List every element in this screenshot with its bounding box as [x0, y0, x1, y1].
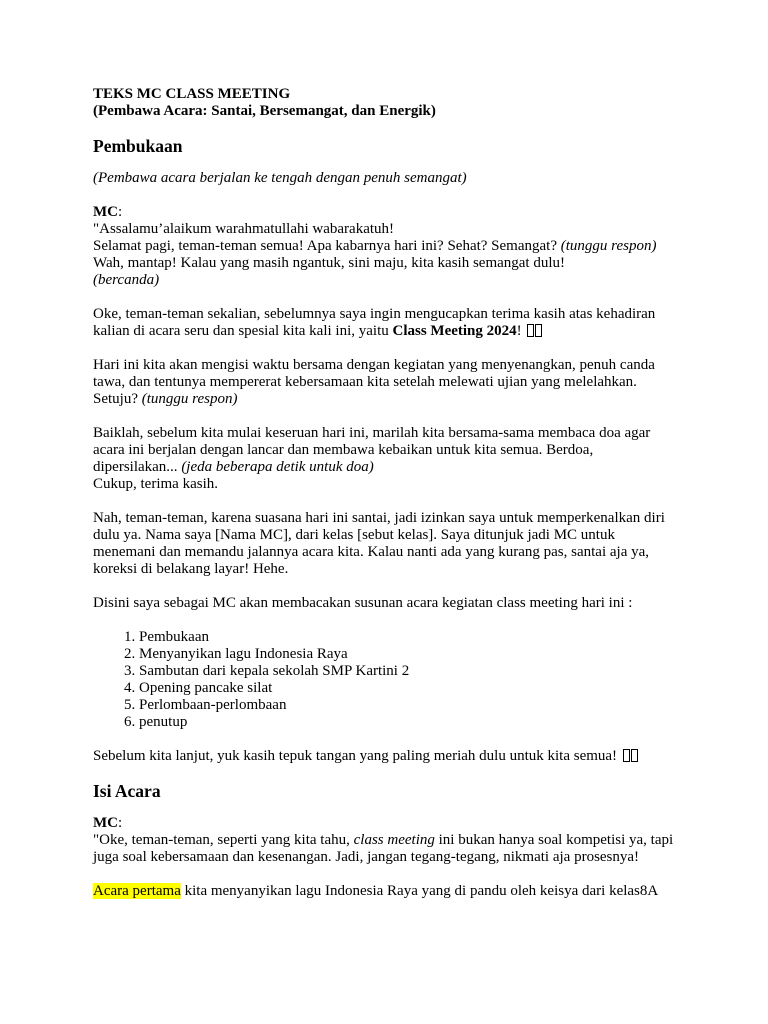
stage-direction: (Pembawa acara berjalan ke tengah dengan penuh semangat) — [93, 170, 467, 186]
prayer-direction: (jeda beberapa detik untuk doa) — [181, 459, 374, 475]
class-meeting-text: "Oke, teman-teman, seperti yang kita tahu, — [93, 832, 354, 848]
thanks-end: ! — [516, 323, 522, 339]
document-subtitle: (Pembawa Acara: Santai, Bersemangat, dan Energik) — [93, 103, 436, 119]
mc-colon: : — [118, 204, 123, 220]
list-item: 2. Menyanyikan lagu Indonesia Raya — [139, 646, 674, 663]
list-item: 4. Opening pancake silat — [139, 680, 674, 697]
highlighted-text: Acara pertama — [93, 883, 181, 899]
class-meeting-text-2: ini bukan hanya soal kompetisi ya, tapi juga soal kebersamaan dan kesenangan. Jadi, jangan tegang-tegang, nikmati aja prosesnya! — [93, 832, 674, 865]
mc-label: MC — [93, 204, 118, 220]
section-heading-pembukaan: Pembukaan — [93, 136, 183, 156]
activities-text: Hari ini kita akan mengisi waktu bersama dengan kegiatan yang menyenangkan, penuh canda tawa, dan tentunya mempererat kebersamaan kita setelah melewati ujian yang melelahkan. Setuju? — [93, 357, 655, 407]
list-item: 1. Pembukaan — [139, 629, 674, 646]
paragraph-introduction: Nah, teman-teman, karena suasana hari ini santai, jadi izinkan saya untuk memperkenalkan diri dulu ya. Nama saya [Nama MC], dari kelas [sebut kelas]. Saya ditunjuk jadi MC untuk menemani dan memandu jalannya acara kita. Kalau nanti ada yang kurang pas, santai aja ya, koreksi di belakang layar! Hehe. — [93, 510, 665, 577]
speaker-label — [93, 204, 674, 221]
prayer-end: Cukup, terima kasih. — [93, 476, 218, 492]
list-item: 3. Sambutan dari kepala sekolah SMP Kartini 2 — [139, 663, 674, 680]
list-item: 6. penutup — [139, 714, 674, 731]
paragraph-class-meeting — [93, 832, 674, 866]
greeting-direction: (tunggu respon) — [560, 238, 657, 254]
paragraph-first-event — [93, 883, 674, 900]
speaker-label — [93, 815, 674, 832]
paragraph-agenda-intro: Disini saya sebagai MC akan membacakan susunan acara kegiatan class meeting hari ini : — [93, 595, 633, 611]
mc-label: MC — [93, 815, 118, 831]
document-title-block — [93, 86, 674, 120]
activities-direction: (tunggu respon) — [141, 391, 238, 407]
list-item: 5. Perlombaan-perlombaan — [139, 697, 674, 714]
applause-text: Sebelum kita lanjut, yuk kasih tepuk tangan yang paling meriah dulu untuk kita semua! — [93, 748, 618, 764]
section-heading-isi-acara: Isi Acara — [93, 781, 161, 801]
greeting-paragraph — [93, 238, 674, 289]
paragraph-activities — [93, 357, 674, 408]
document-title: TEKS MC CLASS MEETING — [93, 86, 291, 102]
prayer-text: Baiklah, sebelum kita mulai keseruan hari ini, marilah kita bersama-sama membaca doa agar acara ini berjalan dengan lancar dan membawa kebaikan untuk kita semua. Berdoa, dipersilakan... — [93, 425, 651, 475]
greeting-salam: "Assalamu’alaikum warahmatullahi wabarakatuh! — [93, 221, 395, 237]
greeting-text-2: Wah, mantap! Kalau yang masih ngantuk, sini maju, kita kasih semangat dulu! — [93, 255, 566, 271]
paragraph-prayer — [93, 425, 674, 493]
emoji-missing-glyph-icon — [527, 324, 544, 339]
agenda-list — [93, 629, 674, 731]
paragraph-thanks — [93, 306, 674, 340]
greeting-text: Selamat pagi, teman-teman semua! Apa kabarnya hari ini? Sehat? Semangat? — [93, 238, 561, 254]
first-event-text: kita menyanyikan lagu Indonesia Raya yang di pandu oleh keisya dari kelas8A — [180, 883, 659, 899]
event-name: Class Meeting 2024 — [392, 323, 517, 339]
class-meeting-term: class meeting — [353, 832, 435, 848]
greeting-direction-2: (bercanda) — [93, 272, 160, 288]
paragraph-applause — [93, 748, 674, 765]
thanks-text: Oke, teman-teman sekalian, sebelumnya saya ingin mengucapkan terima kasih atas kehadiran kalian di acara seru dan spesial kita kali ini, yaitu — [93, 306, 656, 339]
emoji-missing-glyph-icon — [623, 749, 640, 764]
mc-colon: : — [118, 815, 123, 831]
